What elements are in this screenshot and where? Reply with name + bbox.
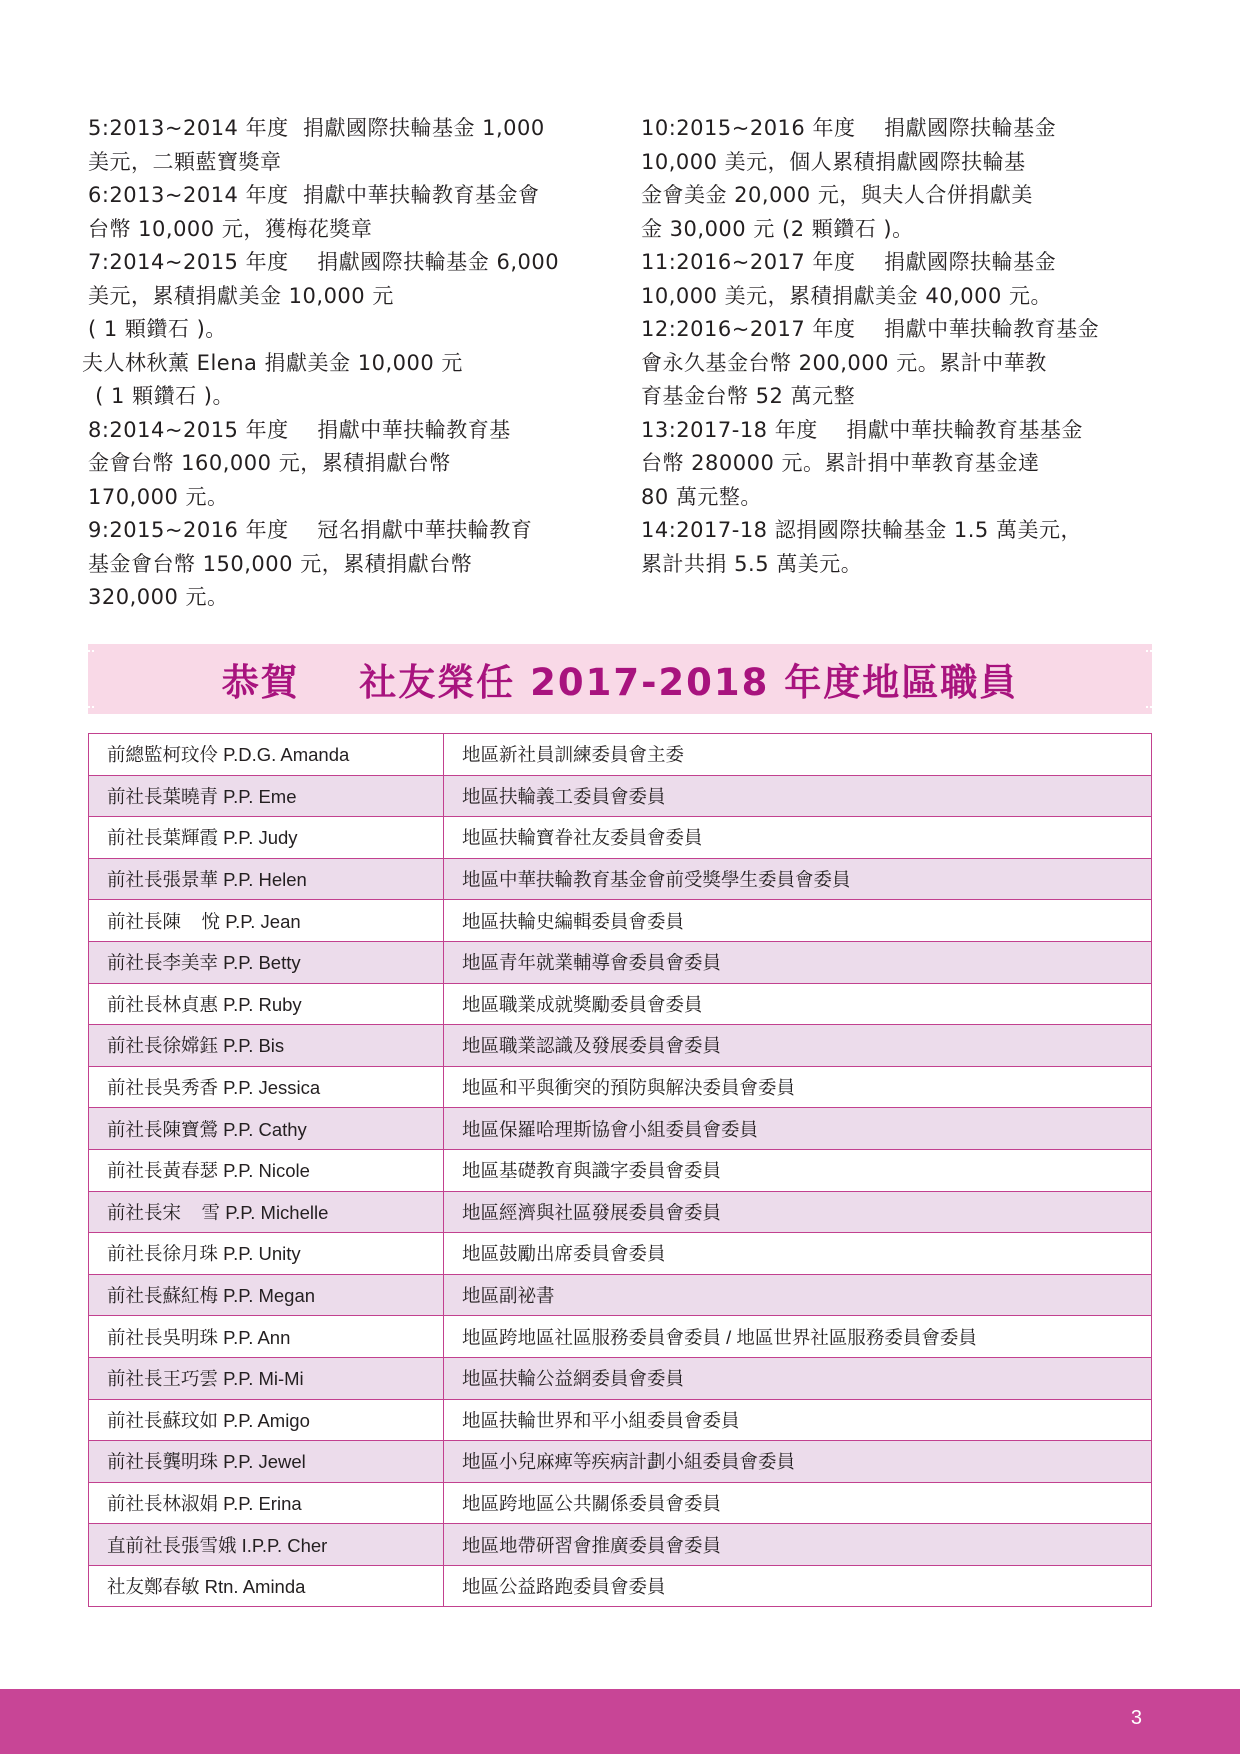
donation-list-left (82, 112, 600, 615)
donation-entry: 9:2015~2016 年度 冠名捐獻中華扶輪教育 基金會台幣 150,000 元，累積捐獻台幣 320,000 元。 (88, 518, 533, 609)
table-row (89, 1191, 1152, 1233)
officer-name: 前社長葉輝霞 P.P. Judy (89, 817, 444, 859)
donation-entry: 12:2016~2017 年度 捐獻中華扶輪教育基金 會永久基金台幣 200,000 元。累計中華教 育基金台幣 52 萬元整 (641, 317, 1100, 408)
officer-role: 地區副祕書 (444, 1274, 1152, 1316)
officer-role: 地區和平與衝突的預防與解決委員會委員 (444, 1066, 1152, 1108)
table-row (89, 1399, 1152, 1441)
officer-name: 前社長王巧雲 P.P. Mi-Mi (89, 1357, 444, 1399)
table-row (89, 817, 1152, 859)
donation-entry: 8:2014~2015 年度 捐獻中華扶輪教育基 金會台幣 160,000 元，累積捐獻台幣 170,000 元。 (88, 417, 511, 509)
donation-list-right (641, 112, 1153, 615)
officer-name: 前總監柯玟伶 P.D.G. Amanda (89, 734, 444, 776)
officer-role: 地區跨地區社區服務委員會委員 / 地區世界社區服務委員會委員 (444, 1316, 1152, 1358)
officer-name: 前社長蘇玟如 P.P. Amigo (89, 1399, 444, 1441)
officer-name: 前社長徐月珠 P.P. Unity (89, 1233, 444, 1275)
officer-role: 地區扶輪寶眷社友委員會委員 (444, 817, 1152, 859)
table-row (89, 1565, 1152, 1607)
officer-role: 地區基礎教育與識字委員會委員 (444, 1149, 1152, 1191)
table-row (89, 1441, 1152, 1483)
officer-role: 地區青年就業輔導會委員會委員 (444, 941, 1152, 983)
officer-name: 前社長黃春瑟 P.P. Nicole (89, 1149, 444, 1191)
table-row (89, 1066, 1152, 1108)
officer-name: 前社長張景華 P.P. Helen (89, 858, 444, 900)
officer-name: 社友鄭春敏 Rtn. Aminda (89, 1565, 444, 1607)
banner-title: 恭賀 社友榮任 2017-2018 年度地區職員 (221, 661, 1019, 704)
congratulations-banner (88, 644, 1152, 714)
officer-role: 地區職業成就獎勵委員會委員 (444, 983, 1152, 1025)
donation-entry: 11:2016~2017 年度 捐獻國際扶輪基金 10,000 美元，累積捐獻美金 40,000 元。 (641, 250, 1057, 308)
table-row (89, 941, 1152, 983)
page-number: 3 (1130, 1707, 1142, 1729)
officer-name: 直前社長張雪娥 I.P.P. Cher (89, 1524, 444, 1566)
table-row (89, 1025, 1152, 1067)
officer-role: 地區公益路跑委員會委員 (444, 1565, 1152, 1607)
officer-name: 前社長葉曉青 P.P. Eme (89, 775, 444, 817)
officer-name: 前社長龔明珠 P.P. Jewel (89, 1441, 444, 1483)
officer-name: 前社長陳寶鶯 P.P. Cathy (89, 1108, 444, 1150)
table-row (89, 1316, 1152, 1358)
table-row (89, 1357, 1152, 1399)
page-footer (0, 1689, 1240, 1754)
officer-name: 前社長宋 雪 P.P. Michelle (89, 1191, 444, 1233)
officer-name: 前社長林貞惠 P.P. Ruby (89, 983, 444, 1025)
donation-entry: 6:2013~2014 年度 捐獻中華扶輪教育基金會 台幣 10,000 元，獲梅花獎章 (88, 183, 540, 241)
officer-role: 地區經濟與社區發展委員會委員 (444, 1191, 1152, 1233)
table-row (89, 775, 1152, 817)
table-row (89, 1149, 1152, 1191)
officer-role: 地區跨地區公共關係委員會委員 (444, 1482, 1152, 1524)
table-row (89, 1274, 1152, 1316)
donation-entry: 7:2014~2015 年度 捐獻國際扶輪基金 6,000 美元，累積捐獻美金 10,000 元 ( 1 顆鑽石 )。 夫人林秋薰 Elena 捐獻美金 10,000 元 ( 1 顆鑽石 )。 (82, 250, 560, 408)
officer-role: 地區中華扶輪教育基金會前受獎學生委員會委員 (444, 858, 1152, 900)
officer-name: 前社長林淑娟 P.P. Erina (89, 1482, 444, 1524)
officer-role: 地區扶輪史編輯委員會委員 (444, 900, 1152, 942)
table-row (89, 858, 1152, 900)
officer-role: 地區職業認識及發展委員會委員 (444, 1025, 1152, 1067)
donation-entry: 5:2013~2014 年度 捐獻國際扶輪基金 1,000 美元，二顆藍寶獎章 (88, 116, 545, 174)
officer-name: 前社長李美幸 P.P. Betty (89, 941, 444, 983)
officer-name: 前社長陳 悅 P.P. Jean (89, 900, 444, 942)
officer-role: 地區扶輪世界和平小組委員會委員 (444, 1399, 1152, 1441)
donation-entry: 10:2015~2016 年度 捐獻國際扶輪基金 10,000 美元，個人累積捐獻國際扶輪基 金會美金 20,000 元，與夫人合併捐獻美 金 30,000 元 (2 顆鑽石 )。 (641, 116, 1057, 241)
table-row (89, 1233, 1152, 1275)
donation-entry: 13:2017-18 年度 捐獻中華扶輪教育基基金 台幣 280000 元。累計捐中華教育基金達 80 萬元整。 (641, 417, 1083, 509)
officer-role: 地區扶輪公益網委員會委員 (444, 1357, 1152, 1399)
officer-role: 地區地帶研習會推廣委員會委員 (444, 1524, 1152, 1566)
table-row (89, 1524, 1152, 1566)
table-row (89, 983, 1152, 1025)
officer-name: 前社長徐嫦鈺 P.P. Bis (89, 1025, 444, 1067)
officer-name: 前社長吳秀香 P.P. Jessica (89, 1066, 444, 1108)
officer-role: 地區鼓勵出席委員會委員 (444, 1233, 1152, 1275)
district-officers-table (88, 733, 1152, 1607)
donation-columns (82, 112, 1153, 615)
table-row (89, 1482, 1152, 1524)
officer-name: 前社長吳明珠 P.P. Ann (89, 1316, 444, 1358)
officer-role: 地區保羅哈理斯協會小組委員會委員 (444, 1108, 1152, 1150)
officer-role: 地區扶輪義工委員會委員 (444, 775, 1152, 817)
officer-role: 地區新社員訓練委員會主委 (444, 734, 1152, 776)
table-row (89, 734, 1152, 776)
officer-role: 地區小兒麻痺等疾病計劃小組委員會委員 (444, 1441, 1152, 1483)
officer-name: 前社長蘇紅梅 P.P. Megan (89, 1274, 444, 1316)
table-row (89, 1108, 1152, 1150)
table-row (89, 900, 1152, 942)
donation-entry: 14:2017-18 認捐國際扶輪基金 1.5 萬美元， 累計共捐 5.5 萬美元。 (641, 518, 1082, 576)
